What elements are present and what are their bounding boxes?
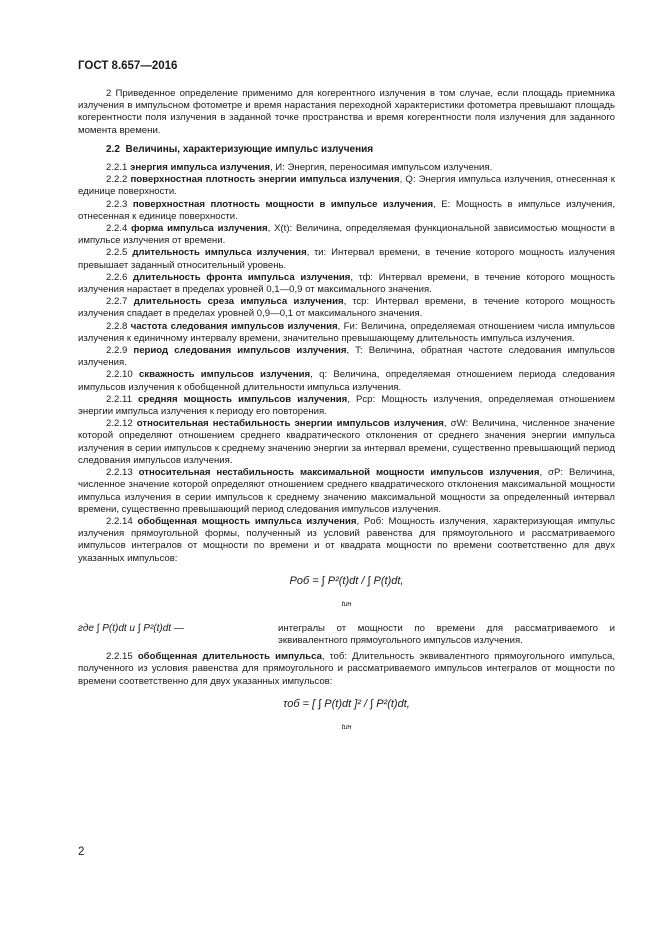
item-number: 2.2.7	[106, 296, 128, 308]
item-number: 2.2.1	[106, 162, 128, 174]
where-label: где ∫ P(t)dt и ∫ P²(t)dt —	[78, 622, 184, 634]
definition-item	[78, 467, 615, 516]
item-term: скважность импульсов излучения	[138, 369, 311, 381]
definition-item	[78, 223, 615, 247]
item-number: 2.2.2	[106, 174, 128, 186]
item-term: поверхностная плотность энергии импульса излучения	[130, 174, 400, 186]
definition-item	[78, 199, 615, 223]
item-term: обобщенная длительность импульса	[137, 651, 322, 663]
definition-item	[78, 174, 615, 198]
definition-item	[78, 345, 615, 369]
item-text: , τоб: Длительность эквивалентного прямоугольного импульса, полученного из условия равенства для прямоугольного и рассматриваемого импульсов интегралов от мощности по времени соответственно для двух указанных импульсов:	[78, 651, 615, 687]
item-text: , τи: Интервал времени, в течение которого мощность излучения превышает заданный относительный уровень.	[78, 247, 615, 271]
item-text: , Pср: Мощность излучения, определяемая отношением энергии импульса излучения к периоду его повторения.	[78, 393, 616, 418]
item-number: 2.2.3	[106, 198, 128, 210]
note-2: 2 Приведенное определение применимо для когерентного излучения в том случае, если площадь приемника излучения в импульсном фотометре и время нарастания переходной характеристики фотометра превышают площадь когерентности поля излучения в заданной точке пространства и время когерентности поля излучения для заданного момента времени.	[78, 88, 615, 136]
where-text: интегралы от мощности по времени для рассматриваемого и эквивалентного прямоугольного импульсов излучения.	[278, 622, 615, 646]
item-text: , Pоб: Мощность излучения, характеризующая импульс излучения прямоугольной формы, полученный из условий равенства для прямоугольного и рассматриваемого импульсов интегралов от мощности по времени и от квадрата мощности по времени соответственно для двух указанных импульсов:	[78, 515, 615, 564]
item-term: период следования импульсов излучения	[133, 345, 347, 357]
item-text: , И: Энергия, переносимая импульсом излучения.	[269, 162, 493, 174]
item-number: 2.2.12	[106, 418, 133, 430]
definition-item	[78, 516, 615, 565]
formula-p-ob-limit: tин	[341, 600, 352, 608]
definition-item	[78, 272, 615, 296]
item-number: 2.2.4	[106, 223, 128, 235]
item-text: , σW: Величина, численное значение которой определяют отношением среднего квадратического отклонения от среднего значения энергии импульса излучения в серии импульсов к среднему значению энергии за интервал времени, существенно превышающий период следования импульсов излучения.	[78, 418, 615, 466]
item-term: средняя мощность импульсов излучения	[138, 393, 348, 405]
item-term: частота следования импульсов излучения	[130, 320, 338, 332]
section-number: 2.2	[106, 143, 120, 155]
definition-item	[78, 369, 615, 393]
formula-tau-ob-text: τоб = [ ∫ P(t)dt ]² / ∫ P²(t)dt,	[283, 697, 410, 710]
definitions-list	[78, 162, 615, 565]
item-term: длительность среза импульса излучения	[133, 296, 344, 308]
definition-item	[78, 418, 615, 467]
item-number: 2.2.6	[106, 271, 128, 283]
item-text: , q: Величина, определяемая отношением периода следования импульсов излучения к обобщенной длительности импульса излучения.	[78, 369, 615, 393]
section-heading	[106, 144, 615, 156]
item-text: , τф: Интервал времени, в течение которого мощность излучения нарастает в пределах уровней 0,1—0,9 от максимального значения.	[78, 271, 615, 296]
definition-item	[78, 296, 615, 320]
item-text: , σP: Величина, численное значение которой определяют отношением среднего квадратического отклонения максимальной мощности импульса излучения в серии импульсов к среднему значению максимальной мощности за определенный интервал времени, существенно превышающий период следования импульсов излучения.	[78, 467, 616, 515]
item-number: 2.2.13	[106, 467, 133, 479]
item-term: относительная нестабильность максимальной мощности импульсов излучения	[138, 467, 540, 479]
item-number: 2.2.10	[106, 369, 133, 381]
item-text: , Q: Энергия импульса излучения, отнесенная к единице поверхности.	[78, 174, 615, 198]
definition-item	[78, 247, 615, 271]
item-number: 2.2.8	[106, 320, 128, 332]
item-number: 2.2.9	[106, 345, 128, 357]
item-term: длительность фронта импульса излучения	[133, 271, 351, 283]
item-number: 2.2.15	[106, 651, 133, 663]
definition-item	[78, 321, 615, 345]
formula-tau-ob-limit: tин	[341, 723, 352, 731]
definition-item-2-2-15	[78, 651, 615, 688]
section-title: Величины, характеризующие импульс излучения	[125, 143, 374, 155]
page-number: 2	[78, 846, 85, 858]
item-number: 2.2.14	[106, 515, 133, 527]
document-header: ГОСТ 8.657—2016	[78, 60, 178, 72]
item-number: 2.2.5	[106, 247, 128, 259]
page-body	[78, 88, 615, 746]
item-text: , τср: Интервал времени, в течение которого мощность излучения спадает в пределах уровней 0,9—0,1 от максимального значения.	[78, 296, 615, 320]
item-term: форма импульса излучения	[131, 223, 268, 235]
item-text: , X(t): Величина, определяемая функциональной зависимостью мощности в импульсе излучения от времени.	[78, 223, 615, 247]
item-text: , Fи: Величина, определяемая отношением числа импульсов излучения к единичному интервалу времени, значительно превышающему длительность импульса излучения.	[78, 320, 616, 344]
item-term: относительная нестабильность энергии импульсов излучения	[136, 418, 444, 430]
item-term: поверхностная плотность мощности в импульсе излучения	[132, 198, 434, 210]
item-term: обобщенная мощность импульса излучения	[137, 515, 357, 527]
formula-p-ob-text: Pоб = ∫ P²(t)dt / ∫ P(t)dt,	[289, 574, 404, 587]
formula-explanation	[78, 623, 615, 647]
formula-p-ob	[78, 573, 615, 613]
item-text: , T: Величина, обратная частоте следования импульсов излучения.	[78, 345, 615, 369]
item-term: энергия импульса излучения	[130, 162, 270, 174]
definition-item	[78, 162, 615, 174]
item-number: 2.2.11	[106, 393, 132, 405]
item-text: , E: Мощность в импульсе излучения, отнесенная к единице поверхности.	[78, 198, 615, 222]
formula-tau-ob	[78, 696, 615, 736]
definition-item	[78, 394, 615, 418]
item-term: длительность импульса излучения	[132, 247, 307, 259]
